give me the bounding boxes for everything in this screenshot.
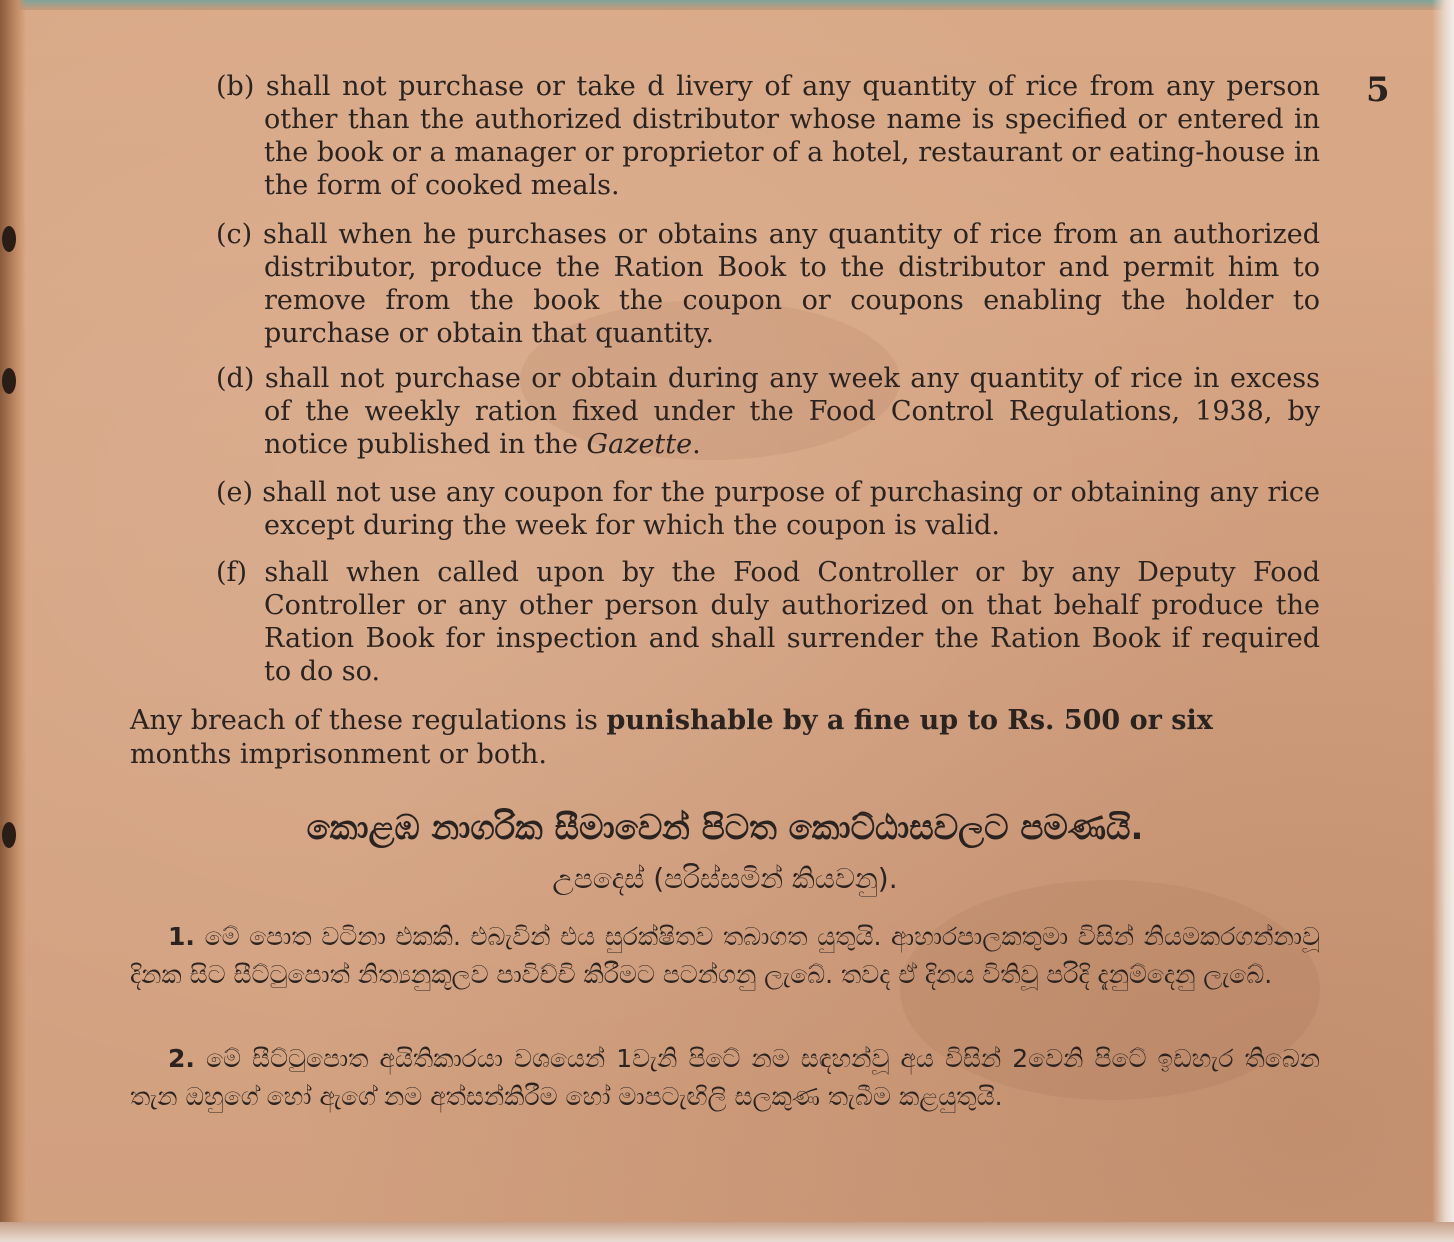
clause-d [160,362,1320,461]
clause-text-end: . [692,429,701,460]
staple-hole [2,368,16,394]
page-number: 5 [1366,70,1390,110]
binding-spine [0,0,26,1242]
penalty-note-bold: punishable by a fine up to Rs. 500 or six [606,705,1213,736]
clause-text: shall not purchase or obtain during any week any quantity of rice in excess of the weekly ration fixed under the Food Control Regulations, 1938, by notice published in the [264,363,1320,460]
sinhala-paragraph-1 [130,918,1320,994]
clause-mark: (b) [216,71,255,102]
clause-text: shall when called upon by the Food Controller or by any Deputy Food Controller or any other person duly authorized on that behalf produce the Ration Book for inspection and shall surrender the Ration Book if required to do so. [264,557,1320,687]
penalty-note-end: months imprisonment or both. [130,739,547,770]
clause-e [160,476,1320,542]
clause-text: shall not use any coupon for the purpose of purchasing or obtaining any rice except during the week for which the coupon is valid. [262,477,1320,541]
clause-b [160,70,1320,202]
gazette-title: Gazette [586,429,693,460]
sinhala-paragraph-2 [130,1040,1320,1116]
clause-f [160,556,1320,688]
paragraph-text: මේ සීට්ටුපොත අයිතිකාරයා වශයෙන් 1වැනි පිටේ නම සඳහන්වූ අය විසින් 2වෙනි පිටේ ඉඩහැර තිබෙන තැන ඔහුගේ හෝ ඇගේ නම අත්සන්කිරීම හෝ මාපටැඟිලි සලකුණ තැබීම කළයුතුයි. [130,1044,1320,1111]
sinhala-subheading: උපදෙස් (පරිස්සමින් කියවනු). [552,862,898,895]
clause-mark: (f) [216,557,248,588]
staple-hole [2,822,16,848]
penalty-note [130,704,1320,772]
clause-mark: (e) [216,477,254,508]
paragraph-number: 2. [168,1044,195,1073]
staple-hole [2,226,16,252]
clause-mark: (d) [216,363,255,394]
clause-c [160,218,1320,350]
page-top-edge [0,0,1454,10]
paragraph-number: 1. [168,922,195,951]
page-right-edge [1432,0,1454,1242]
sinhala-heading: කොළඹ නාගරික සීමාවෙන් පිටත කොට්ඨාසවලට පමණයි. [306,808,1144,848]
penalty-note-text: Any breach of these regulations is [130,705,607,736]
clause-text: shall not purchase or take d livery of any quantity of rice from any person other than the authorized distributor whose name is specified or entered in the book or a manager or proprietor of a hotel, restaurant or eating-house in the form of cooked meals. [264,71,1320,201]
paragraph-text: මේ පොත වටිනා එකකි. එබැවින් එය සුරක්ෂිතව තබාගත යුතුයි. ආහාරපාලකතුමා විසින් නියමකරගන්නාවූ දිනක සිට සීට්ටුපොත් නිත්‍යනුකූලව පාවිච්චි කිරීමට පටන්ගනු ලැබේ. තවද ඒ දිනය විතිවූ පරිදි දැනුම්දෙනු ලැබේ. [130,922,1320,989]
clause-mark: (c) [216,219,253,250]
clause-text: shall when he purchases or obtains any quantity of rice from an authorized distributor, produce the Ration Book to the distributor and permit him to remove from the book the coupon or coupons enabling the holder to purchase or obtain that quantity. [262,219,1320,349]
page-bottom-edge [0,1222,1454,1242]
